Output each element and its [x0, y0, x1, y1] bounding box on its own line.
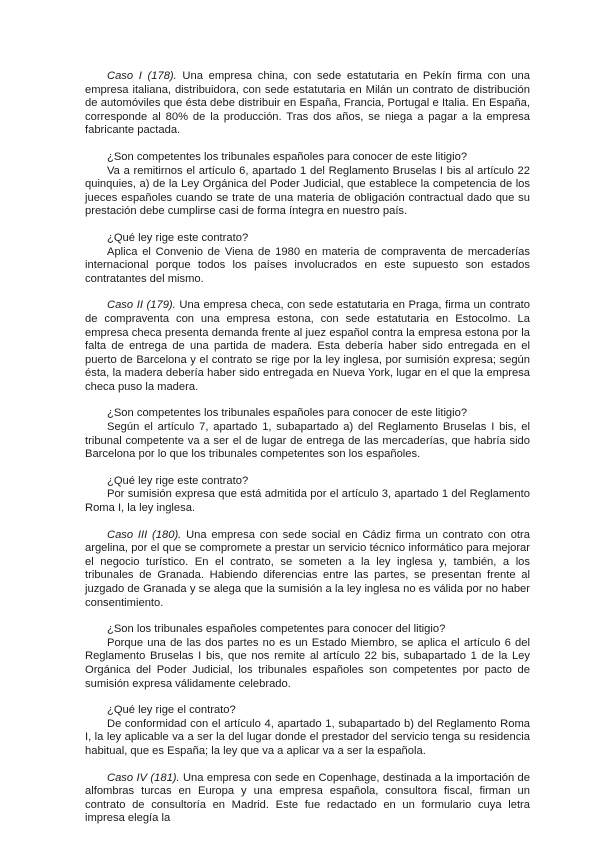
question: ¿Son los tribunales españoles competentes para conocer del litigio?	[107, 623, 446, 636]
document-page	[85, 70, 530, 839]
case-text: Una empresa con sede en Copenhage, destinada a la importación de alfombras turcas en Europa y una empresa española, consultora fiscal, firman un contrato de consultoría en Madrid. Este fue redactado en un formulario cuya letra impresa elegía la	[85, 771, 530, 825]
case-paragraph	[85, 70, 530, 138]
question: ¿Son competentes los tribunales españoles para conocer de este litigio?	[107, 407, 468, 420]
case-label: Caso I (178).	[107, 70, 177, 82]
case-label: Caso II (179).	[107, 299, 176, 312]
case-text: Una empresa china, con sede estatutaria en Pekín firma con una empresa italiana, distribuidora, con sede estatutaria en Milán un contrato de distribución de automóviles que ésta debe distribuir en España, Francia, Portugal e Italia. En España, corresponde al 80% de la producción. Tras dos años, se niega a pagar a la empresa fabricante pactada.	[85, 70, 531, 137]
answer: Según el artículo 7, apartado 1, subapartado a) del Reglamento Bruselas I bis, el tribunal competente va a ser el de lugar de entrega de las mercaderías, que habría sido Barcelona por lo que los tribunales competentes son los españoles.	[85, 421, 530, 461]
case-2-question-2	[85, 475, 530, 516]
case-paragraph	[85, 529, 530, 611]
question: ¿Qué ley rige el contrato?	[107, 704, 236, 717]
question: ¿Son competentes los tribunales españoles para conocer de este litigio?	[107, 150, 468, 163]
case-4	[85, 772, 530, 826]
case-3-question-1	[85, 623, 530, 691]
answer: Va a remitirnos el artículo 6, apartado 1 del Reglamento Bruselas I bis al artículo 22 quinquies, a) de la Ley Orgánica del Poder Judicial, que establece la competencia de los jueces españoles cuando se trate de una materia de obligación contractual dado que su prestación debe cumplirse casi de forma íntegra en nuestro país.	[85, 164, 530, 218]
case-3-question-2	[85, 704, 530, 758]
case-1-question-1	[85, 151, 530, 219]
case-paragraph	[85, 772, 530, 826]
case-paragraph	[85, 299, 530, 394]
answer: Por sumisión expresa que está admitida por el artículo 3, apartado 1 del Reglamento Roma I, la ley inglesa.	[85, 488, 530, 515]
question: ¿Qué ley rige este contrato?	[107, 231, 249, 244]
case-3	[85, 529, 530, 611]
answer: Aplica el Convenio de Viena de 1980 en materia de compraventa de mercaderías internacional porque todos los países involucrados en este supuesto son estados contratantes del mismo.	[85, 245, 530, 285]
case-1-question-2	[85, 232, 530, 286]
case-text: Una empresa checa, con sede estatutaria en Praga, firma un contrato de compraventa con una empresa estona, con sede estatutaria en Estocolmo. La empresa checa presenta demanda frente al juez español contra la empresa estona por la falta de entrega de una partida de madera. Esta debería haber sido entregada en el puerto de Barcelona y el contrato se rige por la ley inglesa, por sumisión expresa; según ésta, la madera debería haber sido entregada en Nueva York, lugar en el que la empresa checa puso la madera.	[85, 299, 531, 393]
case-text: Una empresa con sede social en Cádiz firma un contrato con otra argelina, por el que se compromete a prestar un servicio técnico informático para mejorar el negocio turístico. En el contrato, se someten a la ley inglesa y, también, a los tribunales de Granada. Habiendo diferencias entre las partes, se presentan frente al juzgado de Granada y se alega que la sumisión a la ley inglesa no es válida por no haber consentimiento.	[85, 528, 530, 609]
question: ¿Qué ley rige este contrato?	[107, 474, 249, 487]
case-label: Caso IV (181).	[107, 771, 180, 784]
case-label: Caso III (180).	[107, 528, 182, 541]
case-2-question-1	[85, 407, 530, 461]
case-2	[85, 299, 530, 394]
case-1	[85, 70, 530, 138]
answer: De conformidad con el artículo 4, apartado 1, subapartado b) del Reglamento Roma I, la ley aplicable va a ser la del lugar donde el prestador del servicio tenga su residencia habitual, que es España; la ley que va a aplicar va a ser la española.	[85, 717, 530, 757]
answer: Porque una de las dos partes no es un Estado Miembro, se aplica el artículo 6 del Reglamento Bruselas I bis, que nos remite al artículo 22 bis, subapartado 1 de la Ley Orgánica del Poder Judicial, los tribunales españoles son competentes por pacto de sumisión expresa válidamente celebrado.	[85, 636, 530, 690]
